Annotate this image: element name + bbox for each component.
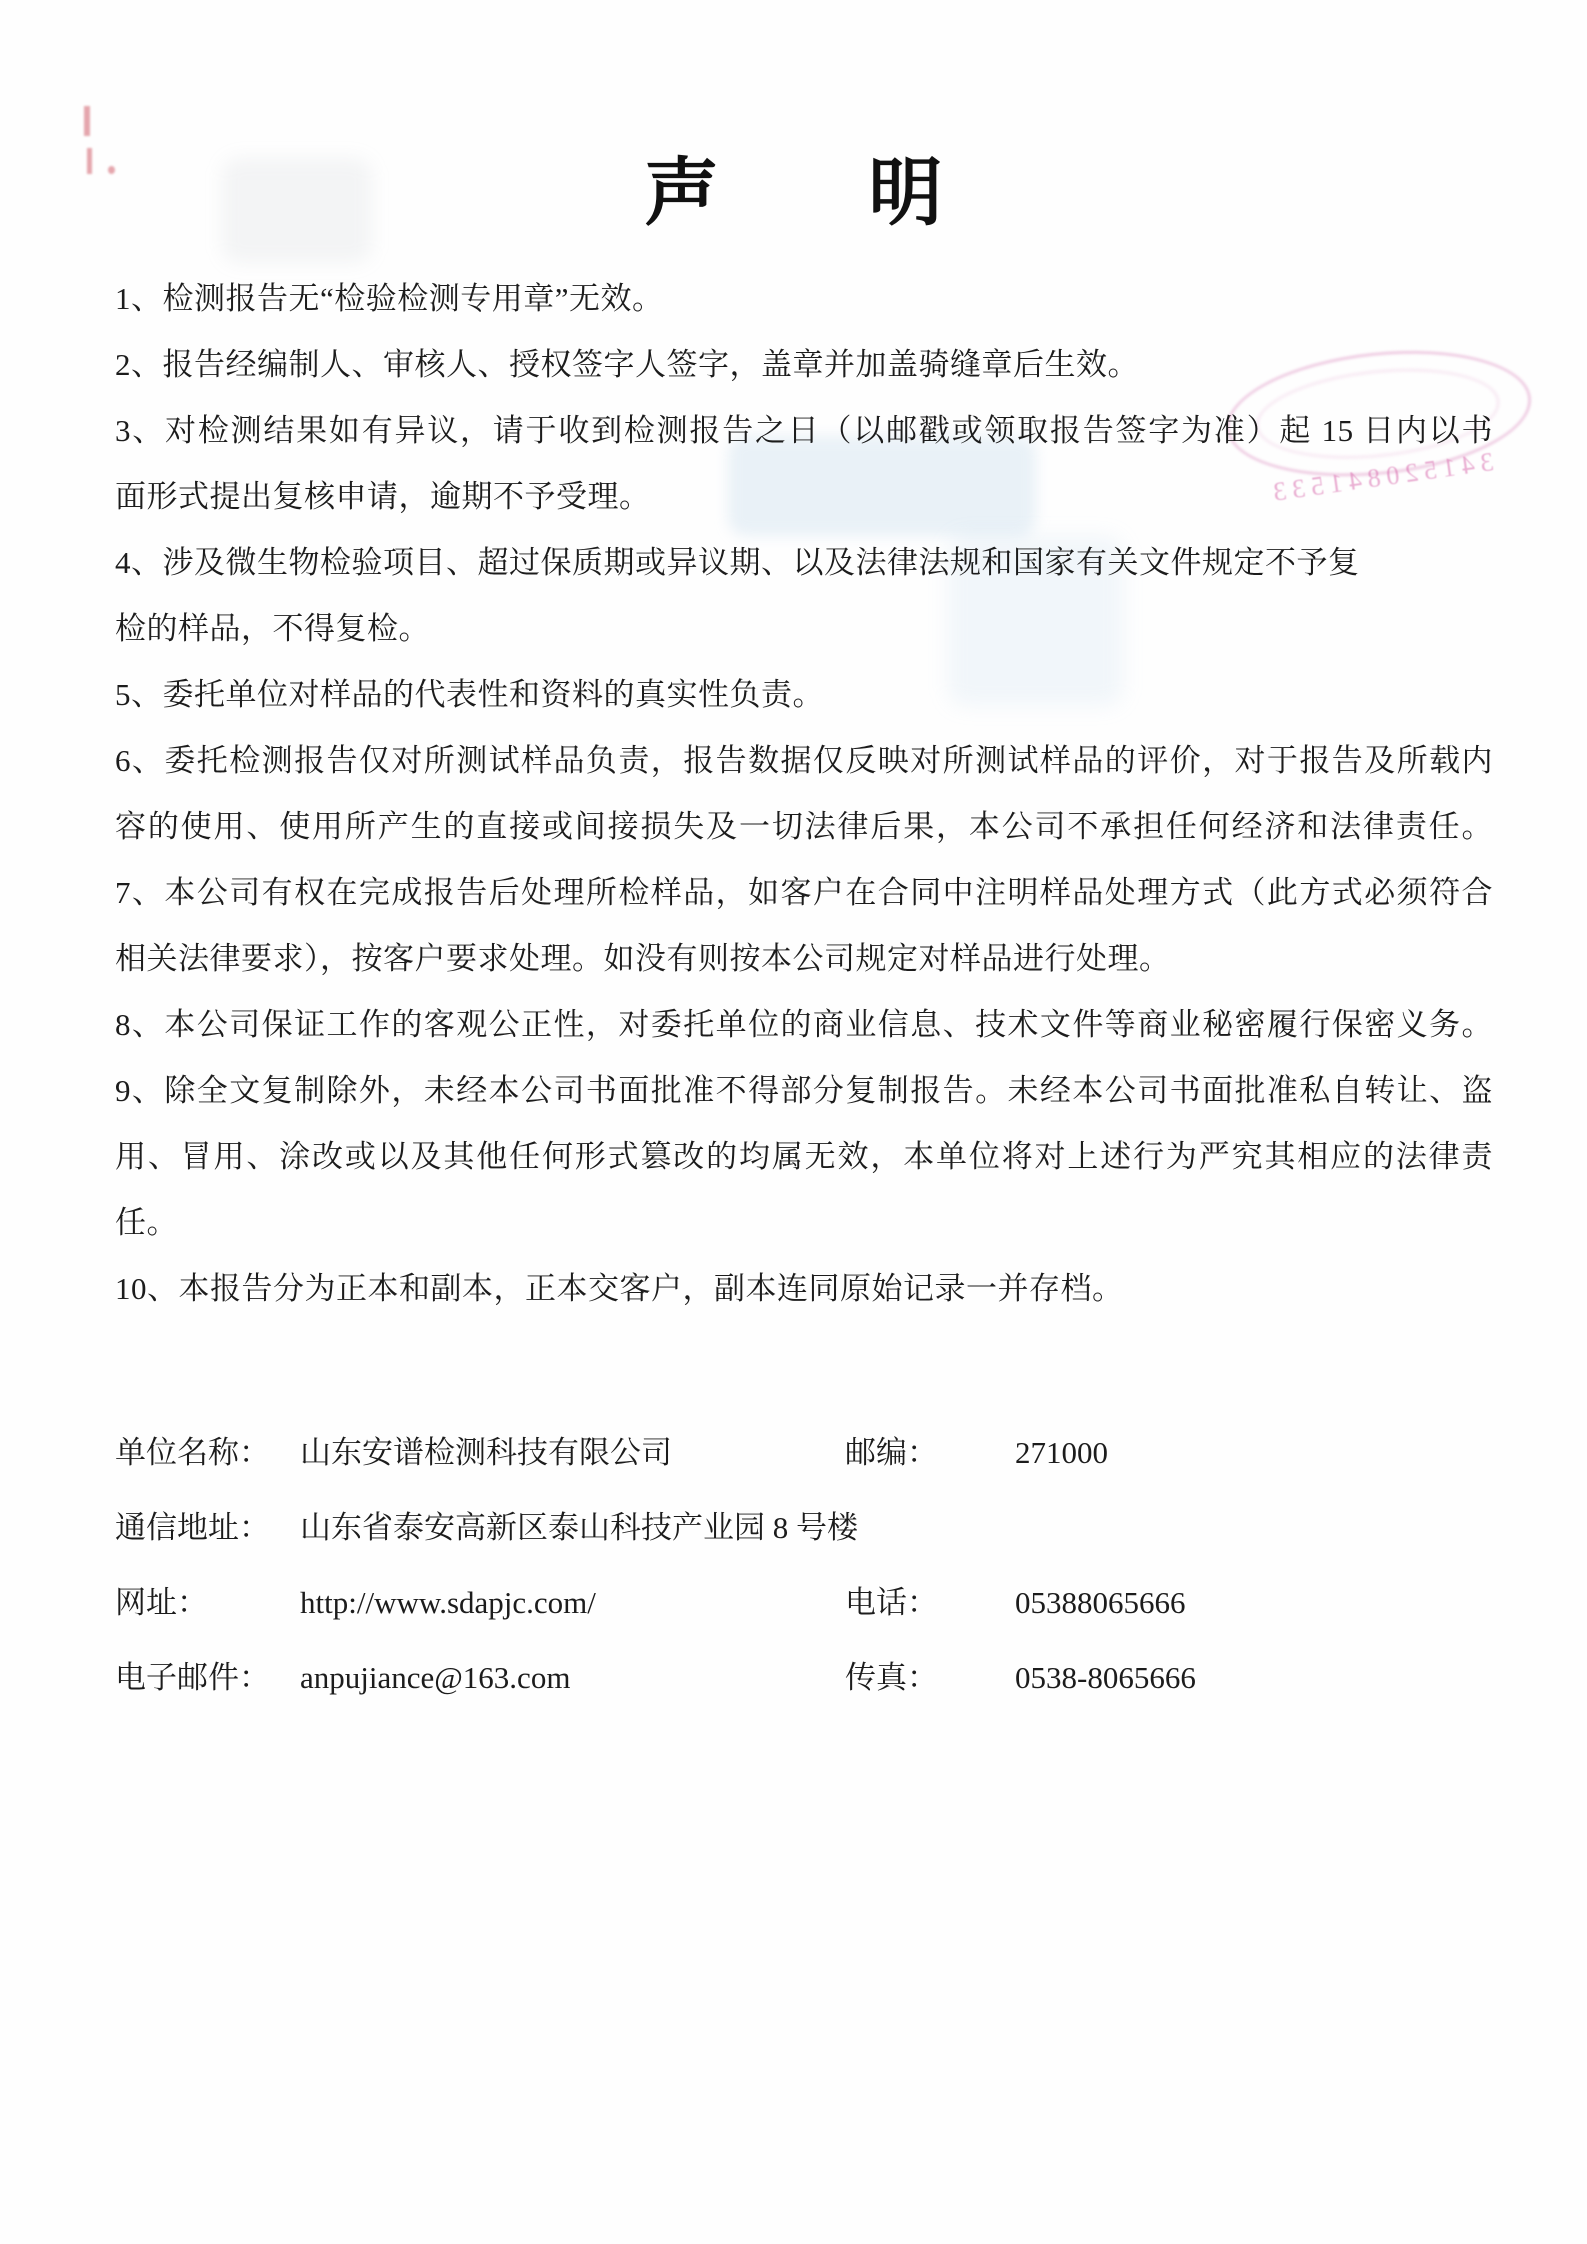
contact-value-postal-code: 271000 <box>1015 1435 1108 1470</box>
contact-value-fax: 0538-8065666 <box>1015 1660 1196 1695</box>
contact-value-email: anpujiance@163.com <box>300 1660 571 1695</box>
statement-line: 容的使用、使用所产生的直接或间接损失及一切法律后果，本公司不承担任何经济和法律责任。 <box>115 809 1493 844</box>
contact-label-email: 电子邮件： <box>115 1660 270 1695</box>
red-stamp-bleed-mark <box>84 106 90 136</box>
statement-line: 1、检测报告无“检验检测专用章”无效。 <box>115 281 664 316</box>
statement-line: 2、报告经编制人、审核人、授权签字人签字，盖章并加盖骑缝章后生效。 <box>115 347 1139 382</box>
contact-label-phone: 电话： <box>845 1585 938 1620</box>
statement-line: 用、冒用、涂改或以及其他任何形式篡改的均属无效，本单位将对上述行为严究其相应的法律责 <box>115 1139 1493 1174</box>
title-char-right: 明 <box>868 153 943 235</box>
statement-line: 4、涉及微生物检验项目、超过保质期或异议期、以及法律法规和国家有关文件规定不予复 <box>115 545 1360 580</box>
statement-line: 检的样品，不得复检。 <box>115 611 430 646</box>
contact-value-website: http://www.sdapjc.com/ <box>300 1585 596 1620</box>
contact-label-address: 通信地址： <box>115 1510 270 1545</box>
statement-line: 3、对检测结果如有异议，请于收到检测报告之日（以邮戳或领取报告签字为准）起 15 日内以书 <box>115 413 1493 448</box>
statement-line: 9、除全文复制除外，未经本公司书面批准不得部分复制报告。未经本公司书面批准私自转让、盗 <box>115 1073 1493 1108</box>
contact-label-postal-code: 邮编： <box>845 1435 938 1470</box>
contact-row-email <box>115 1653 1495 1703</box>
contact-value-phone: 05388065666 <box>1015 1585 1186 1620</box>
statement-line: 面形式提出复核申请，逾期不予受理。 <box>115 479 651 514</box>
title-char-left: 声 <box>644 153 719 235</box>
stamp-digits: 341520841533 <box>1265 447 1496 508</box>
contact-row-website <box>115 1578 1495 1628</box>
statement-line: 8、本公司保证工作的客观公正性，对委托单位的商业信息、技术文件等商业秘密履行保密义务。 <box>115 1007 1493 1042</box>
page-title <box>0 134 1587 240</box>
contact-label-fax: 传真： <box>845 1660 938 1695</box>
statement-line: 相关法律要求），按客户要求处理。如没有则按本公司规定对样品进行处理。 <box>115 941 1171 976</box>
contact-label-website: 网址： <box>115 1585 208 1620</box>
contact-value-company-name: 山东安谱检测科技有限公司 <box>300 1435 672 1470</box>
statement-line: 任。 <box>115 1205 178 1240</box>
contact-row-company <box>115 1428 1495 1478</box>
contact-value-address: 山东省泰安高新区泰山科技产业园 8 号楼 <box>300 1510 858 1545</box>
statement-body <box>115 266 1493 1322</box>
statement-line: 7、本公司有权在完成报告后处理所检样品，如客户在合同中注明样品处理方式（此方式必须符合 <box>115 875 1493 910</box>
contact-row-address <box>115 1503 1495 1553</box>
statement-line: 10、本报告分为正本和副本，正本交客户，副本连同原始记录一并存档。 <box>115 1271 1124 1306</box>
statement-line: 5、委托单位对样品的代表性和资料的真实性负责。 <box>115 677 824 712</box>
statement-line: 6、委托检测报告仅对所测试样品负责，报告数据仅反映对所测试样品的评价，对于报告及所载内 <box>115 743 1493 778</box>
contact-label-company-name: 单位名称： <box>115 1435 270 1470</box>
